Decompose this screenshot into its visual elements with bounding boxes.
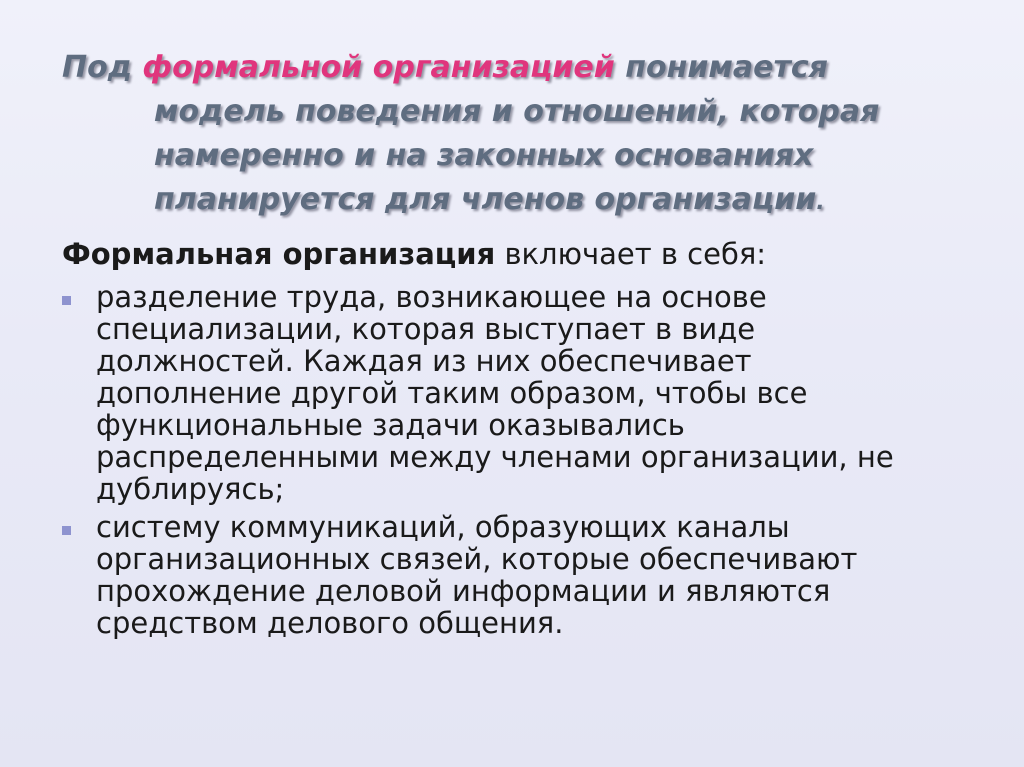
- intro-text: [62, 236, 766, 272]
- bullet-line: специализации, которая выступает в виде: [96, 312, 756, 346]
- bullet-line: систему коммуникаций, образующих каналы: [96, 510, 790, 544]
- intro-rest: включает в себя:: [495, 237, 767, 271]
- bullet-line: функциональные задачи оказывались: [96, 408, 685, 442]
- bullet-line: распределенными между членами организации, не: [96, 440, 894, 474]
- bullet-list: [62, 281, 962, 645]
- title-line-4: [62, 178, 962, 225]
- title-line-3: намеренно и на законных основаниях: [154, 138, 814, 173]
- title-line-2: модель поведения и отношений, которая: [154, 94, 880, 129]
- title-period: .: [816, 190, 825, 215]
- bullet-line: дополнение другой таким образом, чтобы все: [96, 376, 808, 410]
- bullet-line: должностей. Каждая из них обеспечивает: [96, 344, 752, 378]
- title-accent-term: формальной организацией: [142, 50, 615, 85]
- title-text: понимается: [614, 50, 828, 85]
- square-bullet-icon: [62, 526, 71, 535]
- bullet-line: прохождение деловой информации и являются: [96, 574, 831, 608]
- title-text: Под: [62, 50, 143, 85]
- slide-title: [62, 46, 962, 225]
- bullet-line: дублируясь;: [96, 472, 285, 506]
- square-bullet-icon: [62, 296, 71, 305]
- bullet-item: [62, 281, 962, 505]
- title-line-1: [62, 46, 962, 90]
- bullet-item: [62, 511, 962, 639]
- bullet-line: средством делового общения.: [96, 606, 564, 640]
- bullet-line: организационных связей, которые обеспечивают: [96, 542, 858, 576]
- title-text: планируется для членов организации: [154, 182, 817, 217]
- intro-term: Формальная организация: [62, 237, 496, 271]
- bullet-line: разделение труда, возникающее на основе: [96, 280, 767, 314]
